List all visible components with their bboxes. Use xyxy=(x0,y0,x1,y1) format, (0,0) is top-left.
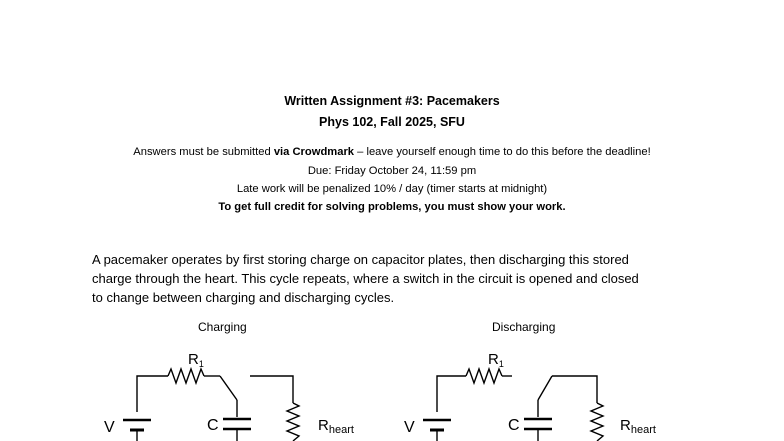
resistor-rheart-zigzag xyxy=(591,403,603,441)
charging-circuit-diagram xyxy=(0,340,392,441)
paragraph-line-1: A pacemaker operates by first storing charge on capacitor plates, then discharging this stored xyxy=(92,252,629,267)
submission-prefix: Answers must be submitted xyxy=(133,146,274,158)
charging-caption: Charging xyxy=(198,320,247,334)
wire-right xyxy=(250,376,293,403)
resistor-r1-zigzag xyxy=(466,369,502,383)
label-r1: $R_1$ xyxy=(488,351,504,369)
submission-suffix: – leave yourself enough time to do this before the deadline! xyxy=(354,146,651,158)
discharging-circuit-diagram xyxy=(392,340,784,441)
assignment-title: Written Assignment #3: Pacemakers xyxy=(284,94,500,108)
label-rheart: $R_{heart}$ xyxy=(318,417,354,436)
label-r1: $R_1$ xyxy=(188,351,204,369)
paragraph-line-3: to change between charging and discharging cycles. xyxy=(92,290,395,305)
course-line: Phys 102, Fall 2025, SFU xyxy=(319,115,465,129)
switch-blade xyxy=(538,376,552,400)
label-v: V xyxy=(104,419,115,436)
resistor-r1-zigzag xyxy=(168,369,204,383)
switch-blade xyxy=(220,376,237,400)
late-policy: Late work will be penalized 10% / day (timer starts at midnight) xyxy=(236,183,548,195)
wire-right xyxy=(552,376,597,403)
credit-note: To get full credit for solving problems, you must show your work. xyxy=(218,201,566,213)
label-c: C xyxy=(207,417,219,434)
label-v: V xyxy=(404,419,415,436)
due-date: Due: Friday October 24, 11:59 pm xyxy=(307,165,477,177)
discharging-caption: Discharging xyxy=(492,320,556,334)
intro-paragraph xyxy=(92,250,712,307)
submission-platform: via Crowdmark xyxy=(273,146,355,158)
label-c: C xyxy=(508,417,520,434)
wire-left xyxy=(437,376,466,412)
wire-left xyxy=(137,376,168,412)
resistor-rheart-zigzag xyxy=(287,403,299,441)
submission-note xyxy=(0,146,784,158)
paragraph-line-2: charge through the heart. This cycle repeats, where a switch in the circuit is opened and closed xyxy=(92,271,639,286)
label-rheart: $R_{heart}$ xyxy=(620,417,656,436)
